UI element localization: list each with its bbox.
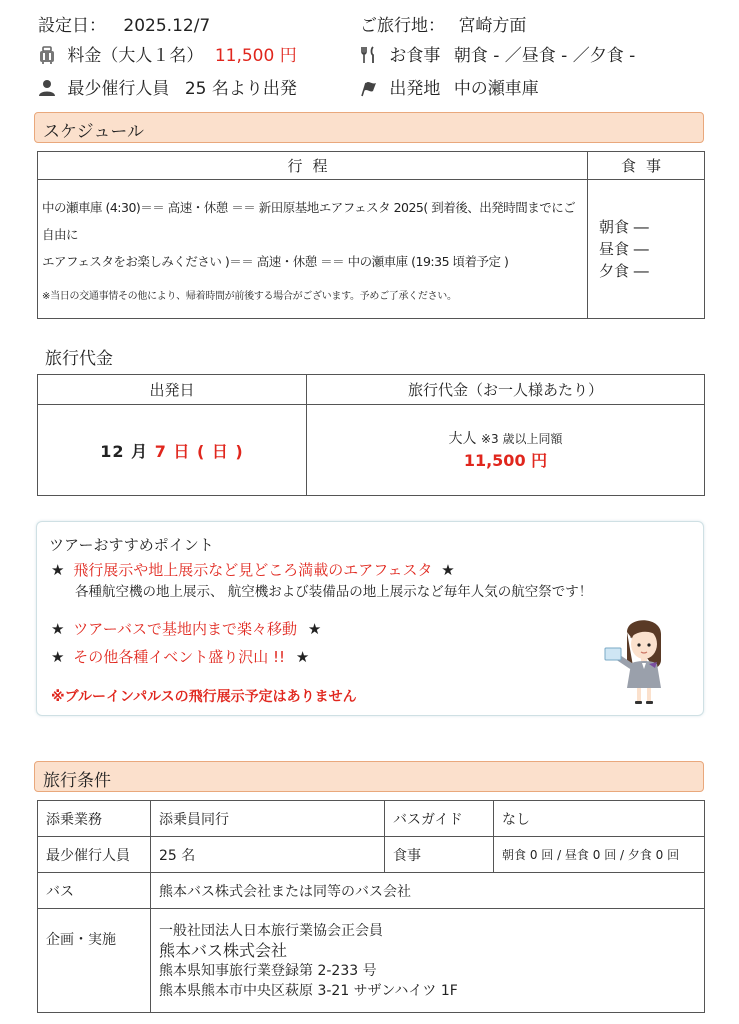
itinerary-note: ※当日の交通事情その他により、帰着時間が前後する場合がございます。予めご了承ください。 bbox=[42, 290, 457, 302]
itinerary-cell bbox=[38, 180, 588, 319]
escort-label: 添乗業務 bbox=[38, 801, 151, 837]
price-section-title: 旅行代金 bbox=[45, 349, 113, 369]
guide-label: バスガイド bbox=[385, 801, 494, 837]
fee-cell bbox=[307, 405, 705, 496]
fee-info bbox=[38, 41, 297, 66]
meal-header: 食事 bbox=[588, 152, 705, 180]
recommend-point-3 bbox=[51, 646, 309, 667]
fee-amount: 11,500 円 bbox=[463, 451, 548, 470]
organizer-label: 企画・実施 bbox=[38, 909, 151, 1013]
point-2-text: ツアーバスで基地内まで楽々移動 bbox=[73, 620, 298, 638]
star-icon: ★ bbox=[307, 620, 322, 638]
cutlery-icon bbox=[360, 46, 378, 64]
itinerary-header: 行程 bbox=[38, 152, 588, 180]
conditions-table bbox=[37, 800, 705, 1013]
destination bbox=[360, 11, 526, 36]
min-label: 最少催行人員 bbox=[67, 79, 170, 99]
meal-label: お食事 bbox=[389, 46, 441, 66]
flag-icon bbox=[360, 79, 378, 97]
itinerary-line-1: 中の瀬車庫 (4:30)＝＝ 高速・休憩 ＝＝ 新田原基地エアフェスタ 2025( 到着後、出発時間までにご自由に bbox=[42, 199, 576, 242]
point-3-text: その他各種イベント盛り沢山 !! bbox=[73, 648, 286, 666]
departure-day: 7 日 ( 日 ) bbox=[154, 441, 244, 461]
set-date-value: 2025.12/7 bbox=[123, 16, 211, 36]
fee-adult-label: 大人 bbox=[448, 431, 477, 447]
meal-lunch: 昼食 ― bbox=[599, 240, 649, 258]
meal-value: 朝食 - ／昼食 - ／夕食 - bbox=[453, 46, 636, 66]
departure-date-cell bbox=[38, 405, 307, 496]
point-1-text: 飛行展示や地上展示など見どころ満載のエアフェスタ bbox=[73, 561, 433, 579]
bus-label: バス bbox=[38, 873, 151, 909]
organizer-line-2: 熊本バス株式会社 bbox=[159, 940, 288, 960]
bus-value: 熊本バス株式会社または同等のバス会社 bbox=[151, 873, 705, 909]
person-icon bbox=[38, 79, 56, 97]
depart-value: 中の瀬車庫 bbox=[453, 79, 539, 99]
fee-value: 11,500 円 bbox=[214, 46, 297, 66]
meal-breakfast: 朝食 ― bbox=[599, 218, 649, 236]
schedule-table bbox=[37, 151, 705, 319]
min-participants bbox=[38, 74, 297, 99]
set-date bbox=[38, 11, 210, 36]
meal-cell bbox=[588, 180, 705, 319]
star-icon: ★ bbox=[51, 648, 65, 666]
fee-label: 料金（大人１名） bbox=[67, 46, 204, 66]
guide-girl-illustration bbox=[597, 614, 687, 709]
organizer-value bbox=[151, 909, 705, 1013]
recommend-title: ツアーおすすめポイント bbox=[49, 536, 214, 554]
organizer-line-1: 一般社団法人日本旅行業協会正会員 bbox=[159, 922, 383, 939]
set-date-label: 設定日： bbox=[38, 16, 106, 36]
conditions-section-title: 旅行条件 bbox=[34, 761, 704, 792]
star-icon: ★ bbox=[51, 561, 65, 579]
departure-date-header: 出発日 bbox=[38, 375, 307, 405]
destination-value: 宮崎方面 bbox=[458, 16, 527, 36]
organizer-line-4: 熊本県熊本市中央区萩原 3-21 サザンハイツ 1F bbox=[159, 982, 458, 999]
suitcase-icon bbox=[38, 46, 56, 64]
min-participants-value: 25 名 bbox=[151, 837, 385, 873]
fee-header: 旅行代金（お一人様あたり） bbox=[307, 375, 705, 405]
point-1-description: 各種航空機の地上展示、 航空機および装備品の地上展示など毎年人気の航空祭です！ bbox=[75, 584, 593, 600]
departure-info bbox=[360, 74, 539, 99]
guide-value: なし bbox=[494, 801, 705, 837]
destination-label: ご旅行地： bbox=[360, 16, 445, 36]
blue-impulse-warning: ※ブルーインパルスの飛行展示予定はありません bbox=[51, 689, 357, 705]
min-participants-label: 最少催行人員 bbox=[38, 837, 151, 873]
star-icon: ★ bbox=[441, 561, 455, 579]
star-icon: ★ bbox=[295, 648, 310, 666]
fee-age-note: ※3 歳以上同額 bbox=[480, 432, 563, 446]
price-table bbox=[37, 374, 705, 496]
meal-condition-value: 朝食 0 回 / 昼食 0 回 / 夕食 0 回 bbox=[494, 837, 705, 873]
itinerary-line-2: エアフェスタをお楽しみください )＝＝ 高速・休憩 ＝＝ 中の瀬車庫 (19:35 頃着予定 ) bbox=[42, 253, 509, 269]
recommend-point-2 bbox=[51, 618, 321, 639]
organizer-line-3: 熊本県知事旅行業登録第 2-233 号 bbox=[159, 962, 377, 979]
schedule-section-title: スケジュール bbox=[34, 112, 704, 143]
escort-value: 添乗員同行 bbox=[151, 801, 385, 837]
meal-info bbox=[360, 41, 635, 66]
departure-month: 12 月 bbox=[100, 441, 149, 461]
depart-label: 出発地 bbox=[389, 79, 441, 99]
meal-condition-label: 食事 bbox=[385, 837, 494, 873]
star-icon: ★ bbox=[51, 620, 65, 638]
recommend-point-1 bbox=[51, 559, 455, 580]
recommend-box bbox=[36, 521, 704, 716]
meal-dinner: 夕食 ― bbox=[599, 262, 649, 280]
min-value: 25 名より出発 bbox=[184, 79, 297, 99]
